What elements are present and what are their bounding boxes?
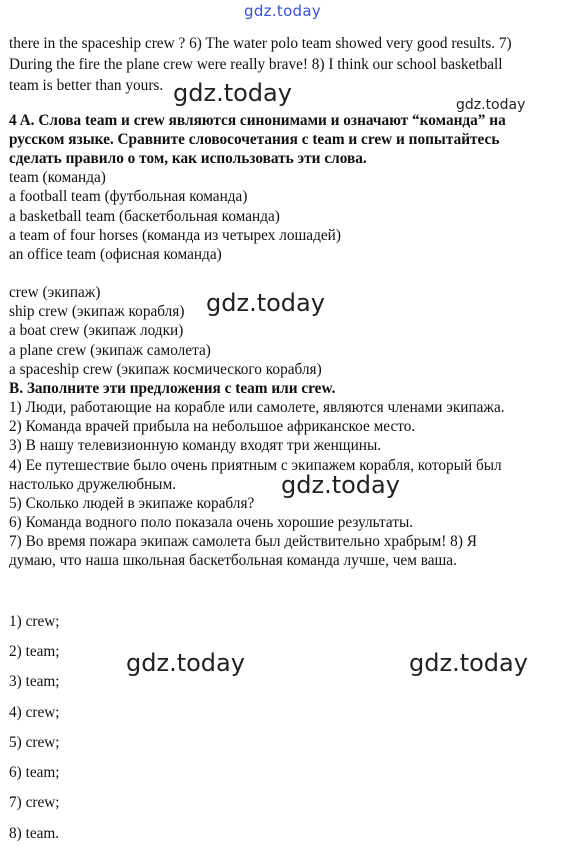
watermark: gdz.today: [173, 79, 292, 107]
task-a-heading: 4 A. Слова team и crew являются синонимами и означают “команда” на: [9, 112, 506, 129]
crew-phrase: a plane crew (экипаж самолета): [9, 342, 211, 359]
team-phrase: a team of four horses (команда из четырех лошадей): [9, 227, 341, 244]
team-phrase: a basketball team (баскетбольная команда): [9, 208, 280, 225]
watermark: gdz.today: [206, 289, 325, 317]
answer-item: 3) team;: [9, 673, 60, 690]
watermark: gdz.today: [456, 97, 526, 113]
crew-phrase: crew (экипаж): [9, 284, 101, 301]
answer-item: 4) crew;: [9, 704, 60, 721]
task-b-line: 2) Команда врачей прибыла на небольшое африканское место.: [9, 418, 416, 435]
task-b-line: 5) Сколько людей в экипаже корабля?: [9, 495, 255, 512]
task-b-line: 6) Команда водного поло показала очень хорошие результаты.: [9, 514, 414, 531]
crew-phrase: ship crew (экипаж корабля): [9, 303, 185, 320]
team-phrase: a football team (футбольная команда): [9, 188, 248, 205]
watermark: gdz.today: [409, 649, 528, 677]
watermark-top: gdz.today: [244, 2, 322, 20]
answer-item: 8) team.: [9, 825, 60, 842]
task-a-heading: сделать правило о том, как использовать эти слова.: [9, 150, 367, 167]
watermark: gdz.today: [281, 471, 400, 499]
task-b-line: настолько дружелюбным.: [9, 476, 177, 493]
task-b-line: думаю, что наша школьная баскетбольная команда лучше, чем ваша.: [9, 552, 457, 569]
intro-line: there in the spaceship crew ? 6) The water polo team showed very good results. 7): [9, 35, 512, 52]
answer-item: 6) team;: [9, 764, 60, 781]
answer-item: 7) crew;: [9, 794, 60, 811]
crew-phrase: a boat crew (экипаж лодки): [9, 322, 184, 339]
intro-line: During the fire the plane crew were really brave! 8) I think our school basketball: [9, 56, 503, 73]
team-phrase: team (команда): [9, 169, 106, 186]
answer-item: 1) crew;: [9, 613, 60, 630]
intro-line: team is better than yours.: [9, 77, 164, 94]
task-b-line: 3) В нашу телевизионную команду входят три женщины.: [9, 437, 382, 454]
answer-item: 2) team;: [9, 643, 60, 660]
answer-item: 5) crew;: [9, 734, 60, 751]
task-b-line: 1) Люди, работающие на корабле или самолете, являются членами экипажа.: [9, 399, 505, 416]
watermark: gdz.today: [126, 649, 245, 677]
crew-phrase: a spaceship crew (экипаж космического корабля): [9, 361, 322, 378]
task-b-line: 4) Ее путешествие было очень приятным с экипажем корабля, который был: [9, 457, 502, 474]
task-a-heading: русском языке. Сравните словосочетания с team и crew и попытайтесь: [9, 131, 500, 148]
task-b-line: 7) Во время пожара экипаж самолета был действительно храбрым! 8) Я: [9, 533, 477, 550]
team-phrase: an office team (офисная команда): [9, 246, 222, 263]
task-b-heading: B. Заполните эти предложения с team или crew.: [9, 380, 336, 397]
